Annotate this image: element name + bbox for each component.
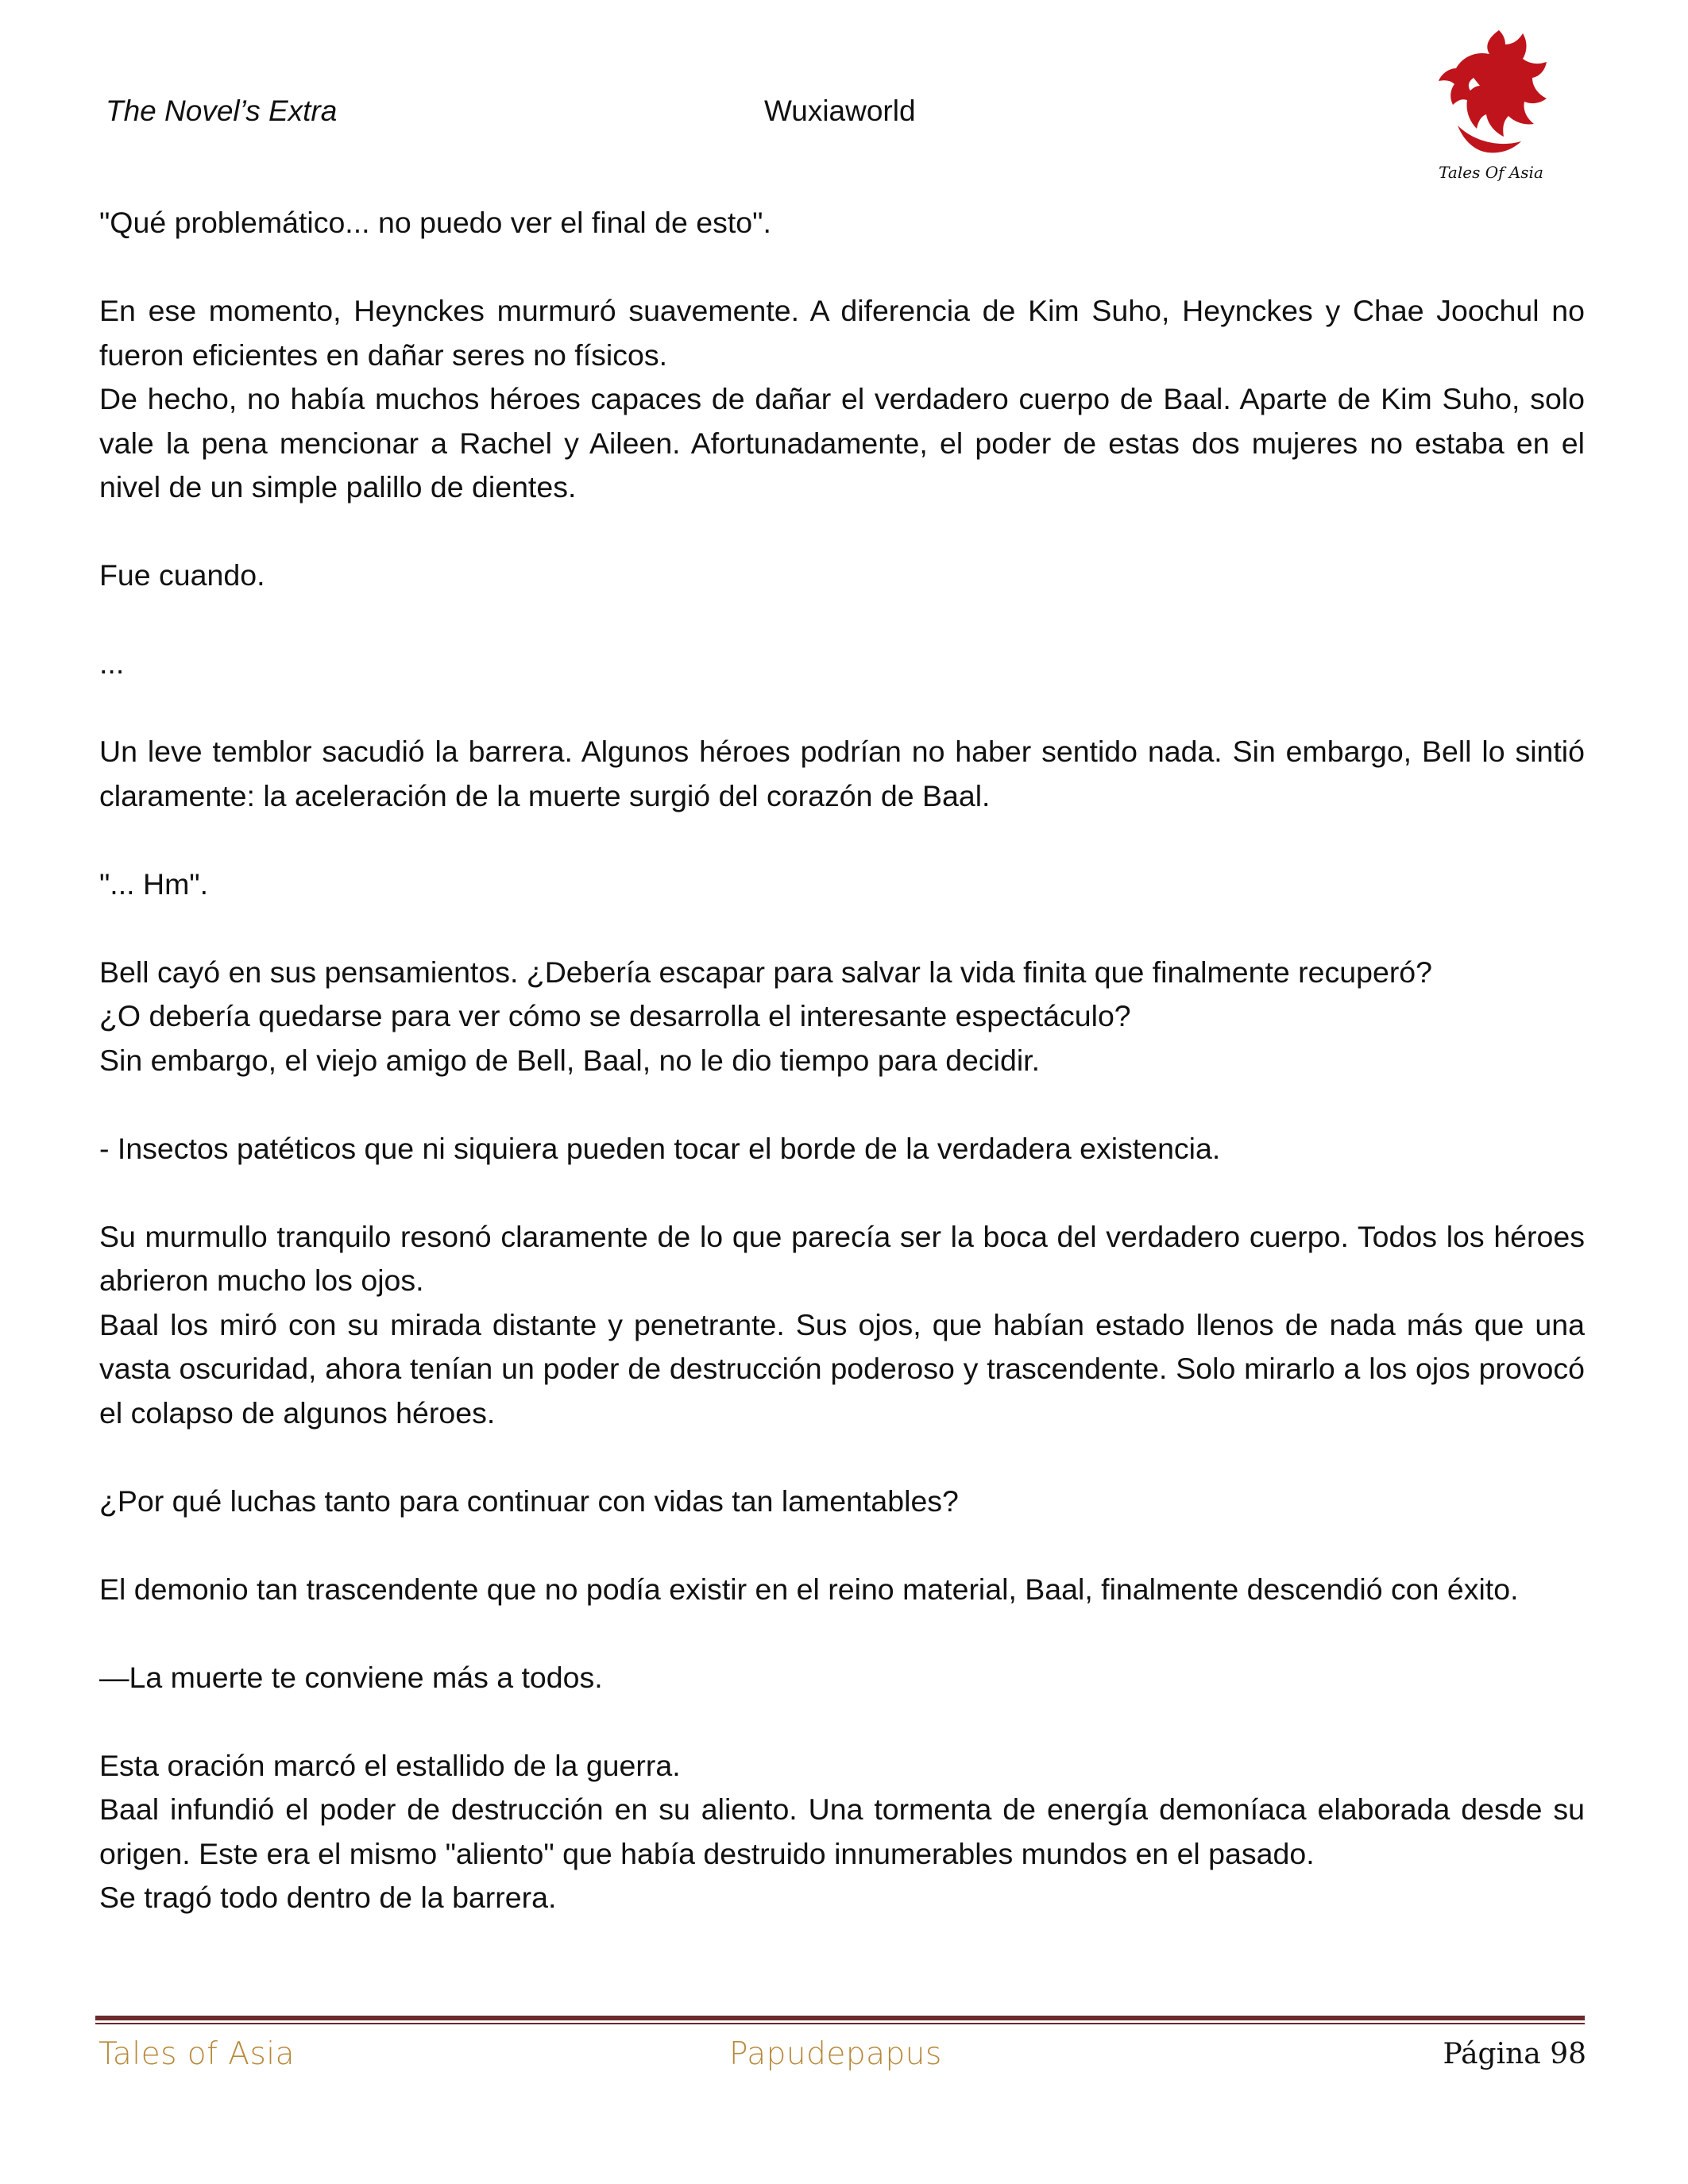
header-book-title: The Novel’s Extra (106, 95, 338, 127)
page-number: Página 98 (1443, 2038, 1586, 2070)
paragraph: ... (99, 646, 125, 680)
paragraph: En ese momento, Heynckes murmuró suavemente. A diferencia de Kim Suho, Heynckes y Chae Joochul no fueron eficientes en dañar seres no físicos. De hecho, no había muchos héroes capaces de dañar el verdadero cuerpo de Baal. Aparte de Kim Suho, solo vale la pena mencionar a Rachel y Aileen. Afortunadamente, el poder de estas dos mujeres no estaba en el nivel de un simple palillo de dientes. (99, 294, 1585, 504)
paragraph: El demonio tan trascendente que no podía existir en el reino material, Baal, finalmente descendió con éxito. (99, 1572, 1519, 1606)
paragraph: "... Hm". (99, 866, 209, 901)
header-site-name: Wuxiaworld (764, 95, 916, 127)
paragraph: Bell cayó en sus pensamientos. ¿Debería escapar para salvar la vida finita que finalmente recuperó? ¿O debería quedarse para ver cómo se desarrolla el interesante espectáculo? Sin embargo, el viejo amigo de Bell, Baal, no le dio tiempo para decidir. (99, 955, 1433, 1077)
paragraph: Un leve temblor sacudió la barrera. Algunos héroes podrían no haber sentido nada. Sin embargo, Bell lo sintió claramente: la aceleración de la muerte surgió del corazón de Baal. (99, 735, 1585, 812)
paragraph: - Insectos patéticos que ni siquiera pueden tocar el borde de la verdadera existencia. (99, 1131, 1221, 1165)
paragraph: Su murmullo tranquilo resonó claramente de lo que parecía ser la boca del verdadero cuerpo. Todos los héroes abrieron mucho los ojos. Baal los miró con su mirada distante y penetrante. Sus ojos, que habían estado llenos de nada más que una vasta oscuridad, ahora tenían un poder de destrucción poderoso y trascendente. Solo mirarlo a los ojos provocó el colapso de algunos héroes. (99, 1219, 1585, 1430)
chapter-body (99, 201, 1585, 1920)
paragraph: "Qué problemático... no puedo ver el final de esto". (99, 206, 771, 239)
dragon-icon (1439, 30, 1547, 152)
footer-publisher: Tales of Asia (98, 2036, 295, 2072)
paragraph: Fue cuando. (99, 558, 265, 592)
paragraph: —La muerte te conviene más a todos. (99, 1660, 603, 1694)
paragraph: ¿Por qué luchas tanto para continuar con vidas tan lamentables? (99, 1484, 959, 1518)
tales-of-asia-dragon-logo (1426, 22, 1557, 189)
paragraph: Esta oración marcó el estallido de la guerra. Baal infundió el poder de destrucción en su aliento. Una tormenta de energía demoníaca elaborada desde su origen. Este era el mismo "aliento" que había destruido innumerables mundos en el pasado. Se tragó todo dentro de la barrera. (99, 1748, 1585, 1914)
logo-text: Tales Of Asia (1439, 163, 1543, 182)
footer-divider (95, 2016, 1585, 2020)
footer-divider-thin (95, 2023, 1585, 2024)
footer-translator: Papudepapus (729, 2036, 942, 2072)
